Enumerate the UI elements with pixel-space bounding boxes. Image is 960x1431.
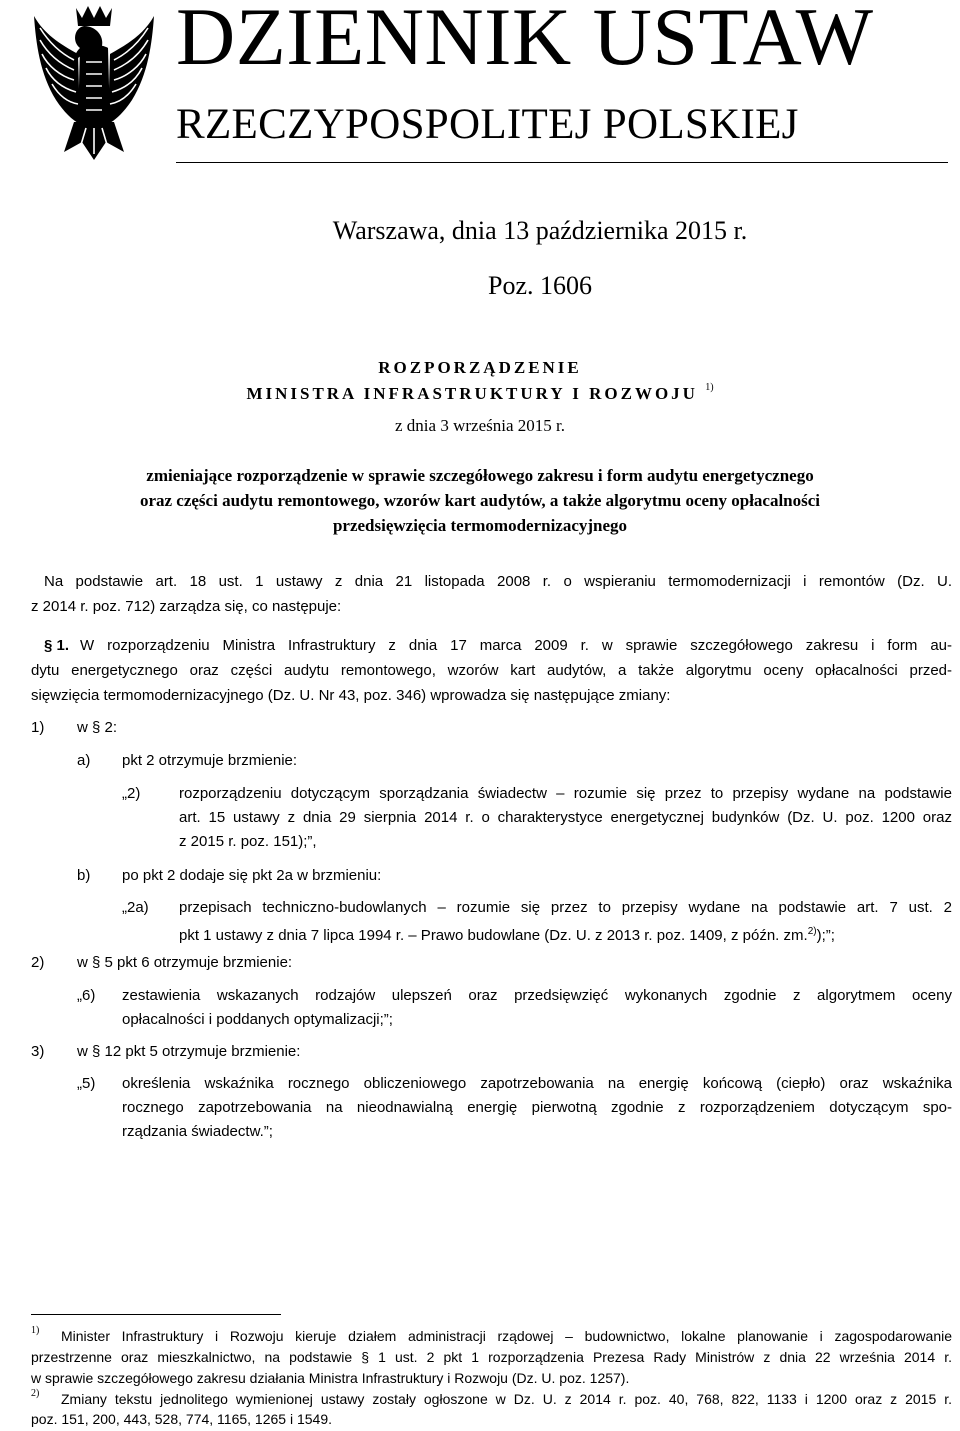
footnote-1-line: przestrzenne oraz mieszkalnictwo, na podstawie § 1 ust. 2 pkt 1 rozporządzenia Prezesa Rady Ministrów z dnia 22 września 2014 r. — [31, 1349, 952, 1365]
act-title-line: oraz części audytu remontowego, wzorów kart audytów, a także algorytmu oceny opłacalności — [139, 491, 821, 510]
legal-basis-line: Na podstawie art. 18 ust. 1 ustawy z dnia 21 listopada 2008 r. o wspieraniu termomodernizacji i remontów (Dz. U. — [44, 573, 952, 590]
footnote-1-line: w sprawie szczegółowego zakresu działania Ministra Infrastruktury i Rozwoju (Dz. U. poz. 1257). — [31, 1370, 630, 1386]
paragraph-1-line: sięwzięcia termomodernizacyjnego (Dz. U. Nr 43, poz. 346) wprowadza się następujące zmiany: — [31, 687, 671, 704]
act-issuer-text: MINISTRA INFRASTRUKTURY I ROZWOJU — [246, 384, 698, 403]
quote-2-line: przepisach techniczno-budowlanych – rozumie się przez to przepisy wydane na podstawie art. 7 ust. 2 — [179, 899, 952, 916]
masthead-title: DZIENNIK USTAW — [176, 0, 874, 82]
quote-2-line-with-ref — [179, 922, 835, 946]
quote-3-label: „6) — [77, 987, 96, 1004]
footnote-2-line: poz. 151, 200, 443, 528, 774, 1165, 1265 i 1549. — [31, 1411, 332, 1427]
act-type: ROZPORZĄDZENIE — [378, 358, 582, 377]
legal-basis-line: z 2014 r. poz. 712) zarządza się, co następuje: — [31, 598, 342, 615]
act-title-line: przedsięwzięcia termomodernizacyjnego — [332, 516, 628, 535]
paragraph-1-label: § 1. — [44, 637, 70, 654]
polish-eagle-emblem-icon — [30, 4, 158, 162]
item-3-text: w § 12 pkt 5 otrzymuje brzmienie: — [77, 1043, 301, 1060]
footnote-ref: 2) — [807, 926, 817, 937]
quote-3-line: opłacalności i poddanych optymalizacji;”; — [122, 1011, 393, 1028]
item-2-text: w § 5 pkt 6 otrzymuje brzmienie: — [77, 954, 293, 971]
act-date: z dnia 3 września 2015 r. — [395, 416, 565, 435]
footnote-separator — [31, 1314, 281, 1315]
masthead-subtitle: RZECZYPOSPOLITEJ POLSKIEJ — [176, 101, 799, 148]
quote-2-tail: );”; — [816, 927, 835, 944]
paragraph-1-line: dytu energetycznego oraz części audytu remontowego, wzorów kart audytów, a także algorytmu oceny opłacalności przed- — [31, 662, 952, 679]
item-1-text: w § 2: — [77, 719, 118, 736]
item-1b-label: b) — [77, 867, 91, 884]
item-1a-label: a) — [77, 752, 91, 769]
footnote-1-mark: 1) — [31, 1325, 40, 1336]
act-issuer — [0, 384, 960, 404]
item-1b-text: po pkt 2 dodaje się pkt 2a w brzmieniu: — [122, 867, 382, 884]
footnote-1-line: Minister Infrastruktury i Rozwoju kieruje działem administracji rządowej – budownictwo, lokalne planowanie i zagospodarowanie — [61, 1328, 952, 1344]
masthead-rule — [176, 162, 948, 163]
item-1-label: 1) — [31, 719, 45, 736]
quote-4-line: rocznego zapotrzebowania na nieodnawialną energię pierwotną zgodnie z rozporządzeniem dotyczącym spo- — [122, 1099, 952, 1116]
item-3-label: 3) — [31, 1043, 45, 1060]
act-issuer-footnote-ref: 1) — [705, 382, 714, 394]
footnote-2-mark: 2) — [31, 1388, 40, 1399]
quote-1-label: „2) — [122, 785, 141, 802]
quote-4-label: „5) — [77, 1075, 96, 1092]
quote-2-label: „2a) — [122, 899, 149, 916]
quote-1-line: rozporządzeniu dotyczącym sporządzania świadectw – rozumie się przez to przepisy wydane na podstawie — [179, 785, 952, 802]
paragraph-1-line: W rozporządzeniu Ministra Infrastruktury z dnia 17 marca 2009 r. w sprawie szczegółowego zakresu i form au- — [80, 637, 952, 654]
quote-1-line: art. 15 ustawy z dnia 29 sierpnia 2014 r. o charakterystyce energetycznej budynków (Dz. U. poz. 1200 oraz — [179, 809, 952, 826]
item-2-label: 2) — [31, 954, 45, 971]
quote-2-line: pkt 1 ustawy z dnia 7 lipca 1994 r. – Prawo budowlane (Dz. U. z 2013 r. poz. 1409, z późn. zm. — [179, 927, 808, 944]
position-number: Poz. 1606 — [488, 271, 592, 300]
quote-4-line: określenia wskaźnika rocznego obliczeniowego zapotrzebowania na energię końcową (ciepło) oraz wskaźnika — [122, 1075, 952, 1092]
quote-4-line: rządzania świadectw.”; — [122, 1123, 273, 1140]
publication-date: Warszawa, dnia 13 października 2015 r. — [332, 216, 748, 245]
item-1a-text: pkt 2 otrzymuje brzmienie: — [122, 752, 298, 769]
quote-3-line: zestawienia wskazanych rodzajów ulepszeń oraz przedsięwzięć wykonanych zgodnie z algorytmem oceny — [122, 987, 952, 1004]
act-title-line: zmieniające rozporządzenie w sprawie szczegółowego zakresu i form audytu energetycznego — [146, 466, 814, 485]
quote-1-line: z 2015 r. poz. 151);”, — [179, 833, 317, 850]
footnote-2-line: Zmiany tekstu jednolitego wymienionej ustawy zostały ogłoszone w Dz. U. z 2014 r. poz. 40, 768, 822, 1133 i 1200 oraz z 2015 r. — [61, 1391, 952, 1407]
